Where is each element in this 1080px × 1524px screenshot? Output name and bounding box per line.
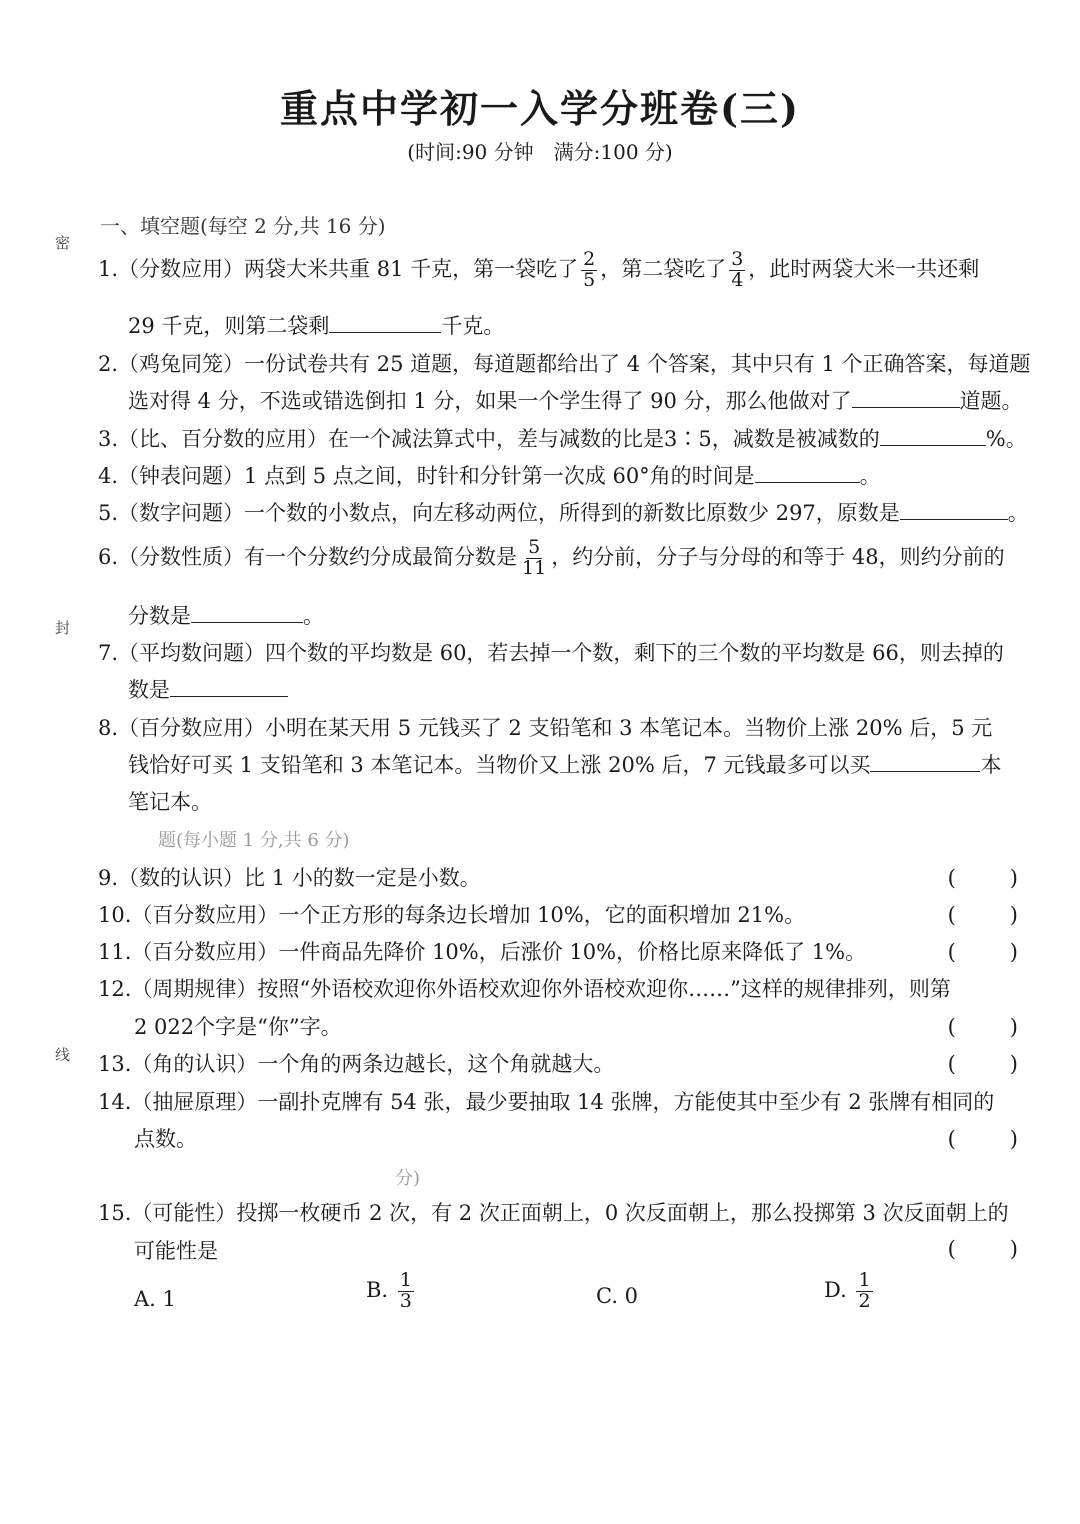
choice-d[interactable] <box>824 1271 876 1312</box>
question-6-text-a: 6.（分数性质）有一个分数约分成最简分数是 <box>98 544 518 569</box>
question-1-line-2 <box>128 310 504 340</box>
fraction-three-fourths: $\frac{3}{4}$ <box>731 248 744 291</box>
question-6-text-c: 分数是 <box>128 604 191 628</box>
answer-paren-9[interactable]: ( ) <box>947 866 1022 890</box>
question-6-line-2 <box>128 600 324 630</box>
answer-paren-15[interactable]: ( ) <box>947 1237 1022 1261</box>
question-4-text-b: 。 <box>859 464 881 488</box>
question-12-line-1: 12.（周期规律）按照“外语校欢迎你外语校欢迎你外语校欢迎你……”这样的规律排列，则第 <box>98 977 951 1001</box>
section-heading-choice: 分) <box>395 1168 421 1189</box>
fraction-one-third: $\frac{1}{3}$ <box>399 1269 412 1312</box>
answer-paren-13[interactable]: ( ) <box>947 1052 1022 1076</box>
page-title: 重点中学初一入学分班卷(三) <box>280 86 800 131</box>
fraction-two-fifths: $\frac{2}{5}$ <box>583 248 596 291</box>
choice-c[interactable]: C. 0 <box>596 1284 639 1308</box>
answer-paren-10[interactable]: ( ) <box>947 903 1022 927</box>
answer-paren-12[interactable]: ( ) <box>947 1015 1022 1039</box>
question-2-text-c: 道题。 <box>959 389 1023 413</box>
fraction-one-half: $\frac{1}{2}$ <box>858 1269 871 1312</box>
choice-d-label: D. <box>824 1277 847 1302</box>
answer-blank-4[interactable] <box>755 464 860 483</box>
question-4-text-a: 4.（钟表问题）1 点到 5 点之间，时针和分针第一次成 60°角的时间是 <box>98 464 755 488</box>
question-8-line-3: 笔记本。 <box>128 790 212 814</box>
question-1-text-b: ，第二袋吃了 <box>600 256 727 281</box>
question-11: 11.（百分数应用）一件商品先降价 10%，后涨价 10%，价格比原来降低了 1%。 <box>98 940 867 964</box>
answer-blank-5[interactable] <box>900 501 1008 520</box>
question-12-line-2: 2 022个字是“你”字。 <box>134 1015 342 1039</box>
section-heading-fill-in: 一、填空题(每空 2 分,共 16 分) <box>100 214 386 238</box>
question-3 <box>98 423 1027 453</box>
question-2-text-b: 选对得 4 分，不选或错选倒扣 1 分，如果一个学生得了 90 分，那么他做对了 <box>128 389 852 413</box>
question-10: 10.（百分数应用）一个正方形的每条边长增加 10%，它的面积增加 21%。 <box>98 903 806 927</box>
question-1-text-a: 1.（分数应用）两袋大米共重 81 千克，第一袋吃了 <box>98 256 579 281</box>
question-8-line-2 <box>128 749 1001 779</box>
margin-mark-seal: 密 <box>55 234 71 252</box>
question-7-line-2 <box>128 674 288 704</box>
question-1-text-e: 千克。 <box>441 314 505 338</box>
answer-blank-7[interactable] <box>170 678 288 697</box>
margin-mark-seal-2: 封 <box>55 619 71 637</box>
question-7-line-1: 7.（平均数问题）四个数的平均数是 60，若去掉一个数，剩下的三个数的平均数是 66，则去掉的 <box>98 641 1004 665</box>
question-1-line-1 <box>98 250 979 291</box>
question-5-text-a: 5.（数字问题）一个数的小数点，向左移动两位，所得到的新数比原数少 297，原数是 <box>98 501 900 525</box>
fraction-five-elevenths: $\frac{5}{11}$ <box>522 536 547 579</box>
question-2-line-2 <box>128 385 1023 415</box>
question-13: 13.（角的认识）一个角的两条边越长，这个角就越大。 <box>98 1052 615 1076</box>
question-8-line-1: 8.（百分数应用）小明在某天用 5 元钱买了 2 支铅笔和 3 本笔记本。当物价上涨 20% 后，5 元 <box>98 716 993 740</box>
question-14-line-2: 点数。 <box>134 1127 197 1151</box>
question-2-line-1: 2.（鸡兔同笼）一份试卷共有 25 道题，每道题都给出了 4 个答案，其中只有 1 个正确答案，每道题 <box>98 352 1031 376</box>
question-5 <box>98 497 1029 527</box>
answer-blank-6[interactable] <box>191 604 303 623</box>
answer-paren-11[interactable]: ( ) <box>947 940 1022 964</box>
question-6-line-1 <box>98 538 1005 579</box>
question-3-text-b: %。 <box>985 427 1027 451</box>
choice-a[interactable]: A. 1 <box>134 1287 176 1311</box>
question-8-text-c: 本 <box>980 753 1002 777</box>
question-14-line-1: 14.（抽屉原理）一副扑克牌有 54 张，最少要抽取 14 张牌，方能使其中至少有 2 张牌有相同的 <box>98 1090 995 1114</box>
question-7-text-b: 数是 <box>128 678 170 702</box>
question-6-text-d: 。 <box>303 604 324 628</box>
exam-time-score: (时间:90 分钟 满分:100 分) <box>407 140 673 164</box>
question-1-text-c: ，此时两袋大米一共还剩 <box>748 256 980 281</box>
answer-blank-2[interactable] <box>852 389 960 408</box>
question-5-text-b: 。 <box>1007 501 1029 525</box>
answer-paren-14[interactable]: ( ) <box>947 1127 1022 1151</box>
answer-blank-3[interactable] <box>880 427 986 446</box>
question-15-line-1: 15.（可能性）投掷一枚硬币 2 次，有 2 次正面朝上，0 次反面朝上，那么投掷第 3 次反面朝上的 <box>98 1201 1009 1225</box>
choice-b-label: B. <box>366 1277 389 1302</box>
answer-blank-1[interactable] <box>329 314 441 333</box>
question-9: 9.（数的认识）比 1 小的数一定是小数。 <box>98 866 481 890</box>
choice-b[interactable] <box>366 1271 417 1312</box>
question-15-line-2: 可能性是 <box>134 1239 218 1263</box>
margin-mark-line: 线 <box>55 1046 71 1064</box>
section-heading-true-false: 题(每小题 1 分,共 6 分) <box>158 830 350 851</box>
question-3-text-a: 3.（比、百分数的应用）在一个减法算式中，差与减数的比是3∶5，减数是被减数的 <box>98 427 880 451</box>
answer-blank-8[interactable] <box>870 753 980 772</box>
question-8-text-b: 钱恰好可买 1 支铅笔和 3 本笔记本。当物价又上涨 20% 后，7 元钱最多可以买 <box>128 753 871 777</box>
question-1-text-d: 29 千克，则第二袋剩 <box>128 314 330 338</box>
question-6-text-b: ，约分前，分子与分母的和等于 48，则约分前的 <box>551 544 1005 569</box>
question-4 <box>98 460 881 490</box>
